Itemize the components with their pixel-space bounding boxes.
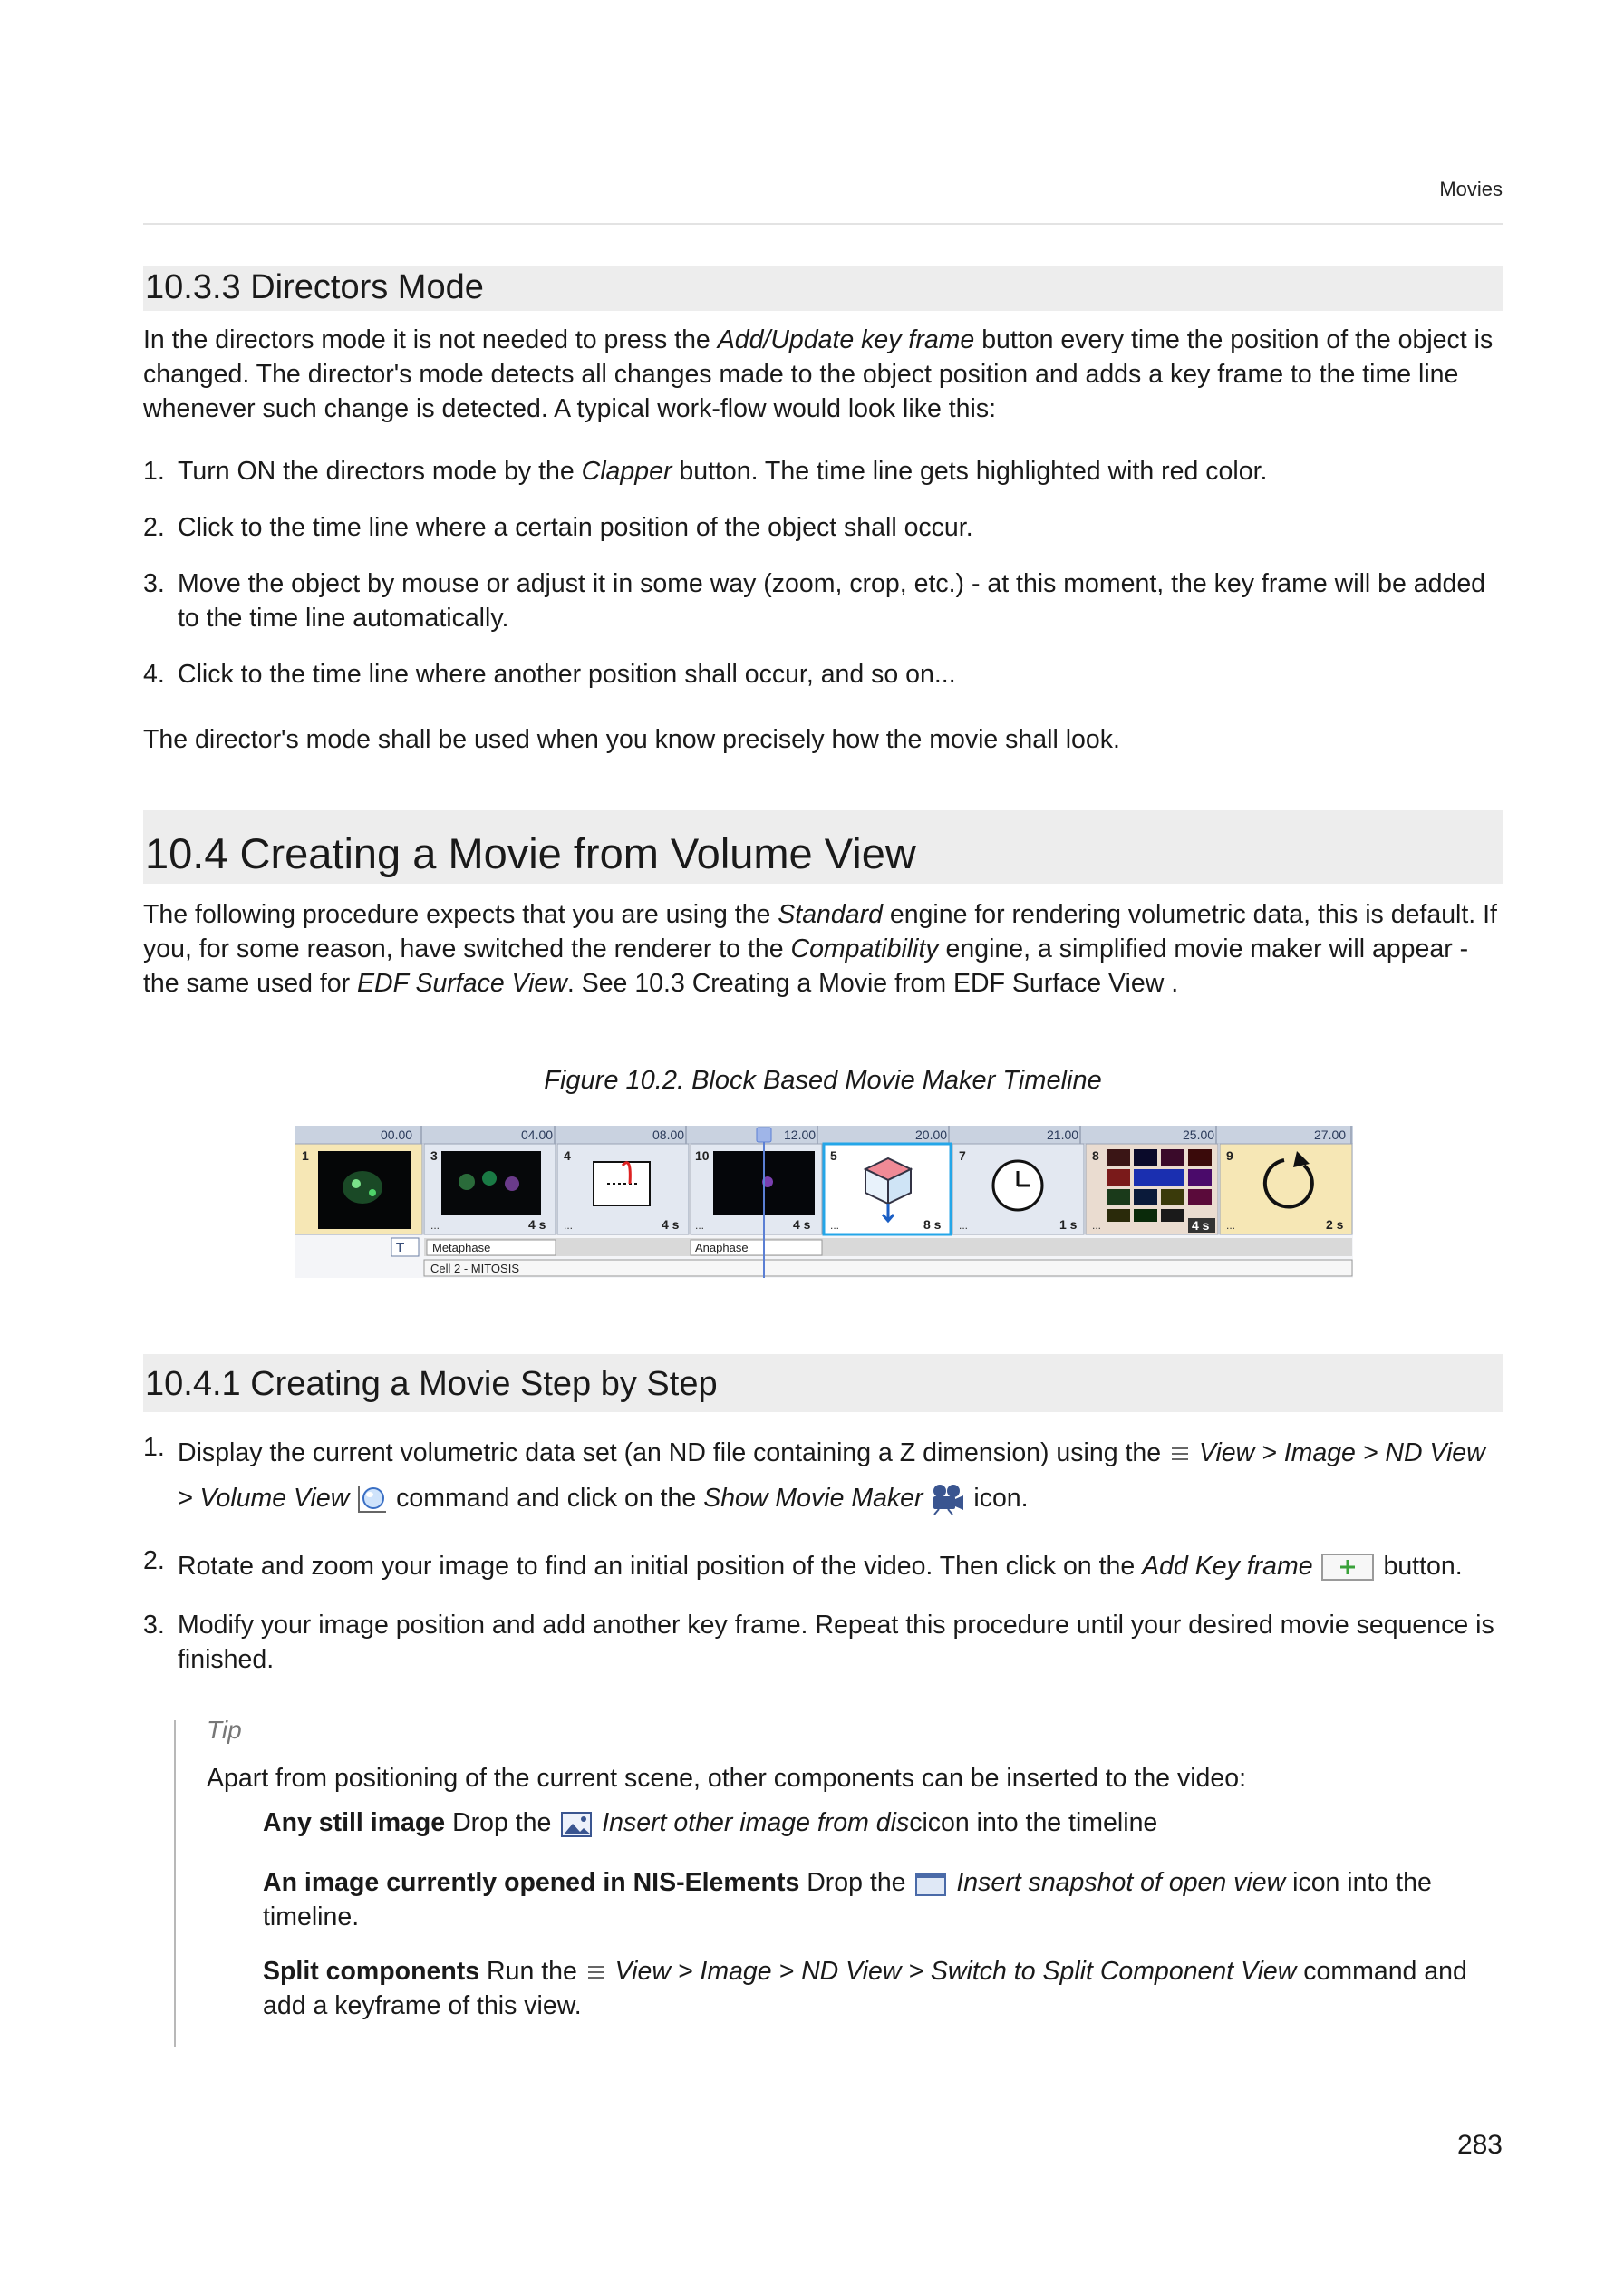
block-number: 5 [830,1148,837,1163]
block-ellipsis: ... [959,1219,969,1232]
cross-reference: . See 10.3 Creating a Movie from EDF Surface View . [566,969,1179,998]
show-movie-maker-term: Show Movie Maker [703,1484,923,1513]
compatibility-term: Compatibility [790,934,939,963]
text-run: Modify your image position and add another key frame. Repeat this procedure until your desired movie sequence is finished. [178,1611,1494,1674]
list-number: 3. [143,569,165,598]
add-key-frame-button-icon [1320,1552,1377,1583]
tip-term: Any still image [263,1808,446,1837]
text-run: Drop the [445,1808,559,1837]
list-number: 3. [143,1611,165,1640]
text-run: Turn ON the directors mode by the [178,457,582,486]
directors-mode-intro [143,323,1504,426]
heading-10-3-3: 10.3.3 Directors Mode [143,266,1503,311]
volume-view-intro [143,897,1504,1001]
header-rule [143,223,1503,225]
timestamp: 04.00 [521,1128,554,1142]
timestamp: 12.00 [784,1128,817,1142]
timestamp: 27.00 [1314,1128,1347,1142]
heading-10-4-1: 10.4.1 Creating a Movie Step by Step [143,1354,1503,1412]
directors-mode-steps [143,454,1503,713]
list-item [143,657,1503,692]
text-run: button every time the position of the object is changed. The director's mode detects all changes made to the object position and adds a key frame to the time line whenever such change is detected. A typical work-flow would look like this: [143,325,1494,423]
insert-other-image-term: Insert other image from dis [602,1808,910,1837]
list-number: 2. [143,1546,165,1575]
step-2 [143,1546,1504,1586]
label-metaphase: Metaphase [432,1241,491,1254]
block-number: 7 [959,1148,966,1163]
text-run: command and click on the [396,1484,704,1513]
cell-track-label: Cell 2 - MITOSIS [430,1262,520,1275]
menu-icon [585,1960,608,1984]
text-run: engine for rendering volumetric data, this is default. If you, for some reason, have switched the renderer to the [143,900,1497,963]
step-3 [143,1608,1504,1677]
block-duration: 1 s [1059,1217,1078,1232]
text-run: engine, a simplified movie maker will appear - the same used for [143,934,1469,998]
menu-path: View > Image > ND View > Switch to Split Component View [614,1957,1297,1986]
text-run: Move the object by mouse or adjust it in some way (zoom, crop, etc.) - at this moment, the key frame will be added to the time line automatically. [178,569,1486,633]
timeline-block[interactable] [952,1144,1084,1234]
standard-term: Standard [778,900,883,929]
block-ellipsis: ... [1092,1219,1102,1232]
timeline-block[interactable] [295,1144,422,1234]
block-number: 4 [564,1148,571,1163]
block-ellipsis: ... [430,1219,440,1232]
text-run: Display the current volumetric data set (an ND file containing a Z dimension) using the [178,1438,1169,1467]
block-duration: 8 s [923,1217,942,1232]
text-run: icon. [973,1484,1029,1513]
insert-snapshot-icon [913,1869,949,1898]
tip-item-open-image [263,1865,1506,1934]
text-run: icon into the timeline. [263,1868,1432,1931]
block-duration: 4 s [662,1217,680,1232]
figure-caption: Figure 10.2. Block Based Movie Maker Timeline [544,1066,1102,1095]
block-ellipsis: ... [1226,1219,1236,1232]
block-number: 1 [302,1148,309,1163]
block-duration: 4 s [528,1217,546,1232]
block-duration: 4 s [1192,1218,1210,1233]
block-duration: 2 s [1326,1217,1344,1232]
text-run: Click to the time line where another position shall occur, and so on... [178,660,956,689]
tip-term: An image currently opened in NIS-Elements [263,1868,800,1897]
running-header: Movies [1439,178,1503,200]
menu-icon [1168,1442,1192,1466]
menu-path: View > Image > ND View > Volume View [178,1438,1485,1513]
block-number: 9 [1226,1148,1233,1163]
text-run: Drop the [799,1868,914,1897]
timeline-block[interactable] [424,1144,556,1234]
block-ellipsis: ... [830,1219,840,1232]
edf-surface-view-term: EDF Surface View [357,969,567,998]
tip-term: Split components [263,1957,480,1986]
timeline-block[interactable] [691,1144,822,1234]
timeline-block[interactable] [557,1144,689,1234]
timestamp: 20.00 [915,1128,948,1142]
directors-mode-closing: The director's mode shall be used when you know precisely how the movie shall look. [143,725,1120,754]
text-run: button. [1383,1552,1463,1581]
timeline-block[interactable] [1220,1144,1352,1234]
block-ellipsis: ... [695,1219,705,1232]
text-run: The following procedure expects that you are using the [143,900,778,929]
text-icon: T [396,1240,405,1255]
tip-intro: Apart from positioning of the current scene, other components can be inserted to the video: [207,1764,1246,1793]
timestamp: 08.00 [652,1128,685,1142]
block-number: 8 [1092,1148,1099,1163]
timeline-block-selected[interactable] [824,1144,951,1234]
timestamp: 21.00 [1047,1128,1079,1142]
block-number: 10 [695,1148,710,1163]
text-track [424,1238,1352,1256]
crop-icon [594,1162,650,1205]
timeline-block[interactable] [1086,1144,1218,1234]
timestamp: 25.00 [1183,1128,1215,1142]
list-number: 4. [143,660,165,689]
clock-icon [993,1161,1042,1210]
list-item [143,566,1503,635]
label-anaphase: Anaphase [695,1241,749,1254]
tip-item-split-components [263,1954,1506,2023]
text-run: button. The time line gets highlighted with red color. [672,457,1268,486]
block-ellipsis: ... [564,1219,574,1232]
volume-view-icon [356,1484,389,1515]
movie-maker-timeline [295,1126,1353,1278]
list-number: 1. [143,1433,165,1462]
insert-snapshot-term: Insert snapshot of open view [956,1868,1286,1897]
list-number: 1. [143,457,165,486]
text-run: cicon into the timeline [909,1808,1158,1837]
cell-track[interactable] [424,1260,1352,1276]
text-run: In the directors mode it is not needed to press the [143,325,718,354]
playhead-handle[interactable] [757,1128,771,1142]
text-run: Click to the time line where a certain position of the object shall occur. [178,513,973,542]
list-item [143,510,1503,545]
add-update-key-frame-term: Add/Update key frame [717,325,975,354]
page-number: 283 [1456,2130,1503,2160]
text-run: Run the [479,1957,585,1986]
tip-title: Tip [207,1716,242,1744]
text-run: command and add a keyframe of this view. [263,1957,1467,2020]
tip-item-still-image [263,1805,1506,1840]
block-number: 3 [430,1148,438,1163]
step-1 [143,1430,1504,1521]
text-run: Rotate and zoom your image to find an initial position of the video. Then click on the [178,1552,1143,1581]
list-item [143,454,1503,489]
insert-image-icon [558,1809,594,1838]
clapper-term: Clapper [581,457,672,486]
timestamp: 00.00 [381,1128,413,1142]
list-number: 2. [143,513,165,542]
block-duration: 4 s [793,1217,811,1232]
heading-10-4: 10.4 Creating a Movie from Volume View [143,810,1503,884]
movie-camera-icon [930,1483,966,1515]
add-key-frame-term: Add Key frame [1142,1552,1313,1581]
